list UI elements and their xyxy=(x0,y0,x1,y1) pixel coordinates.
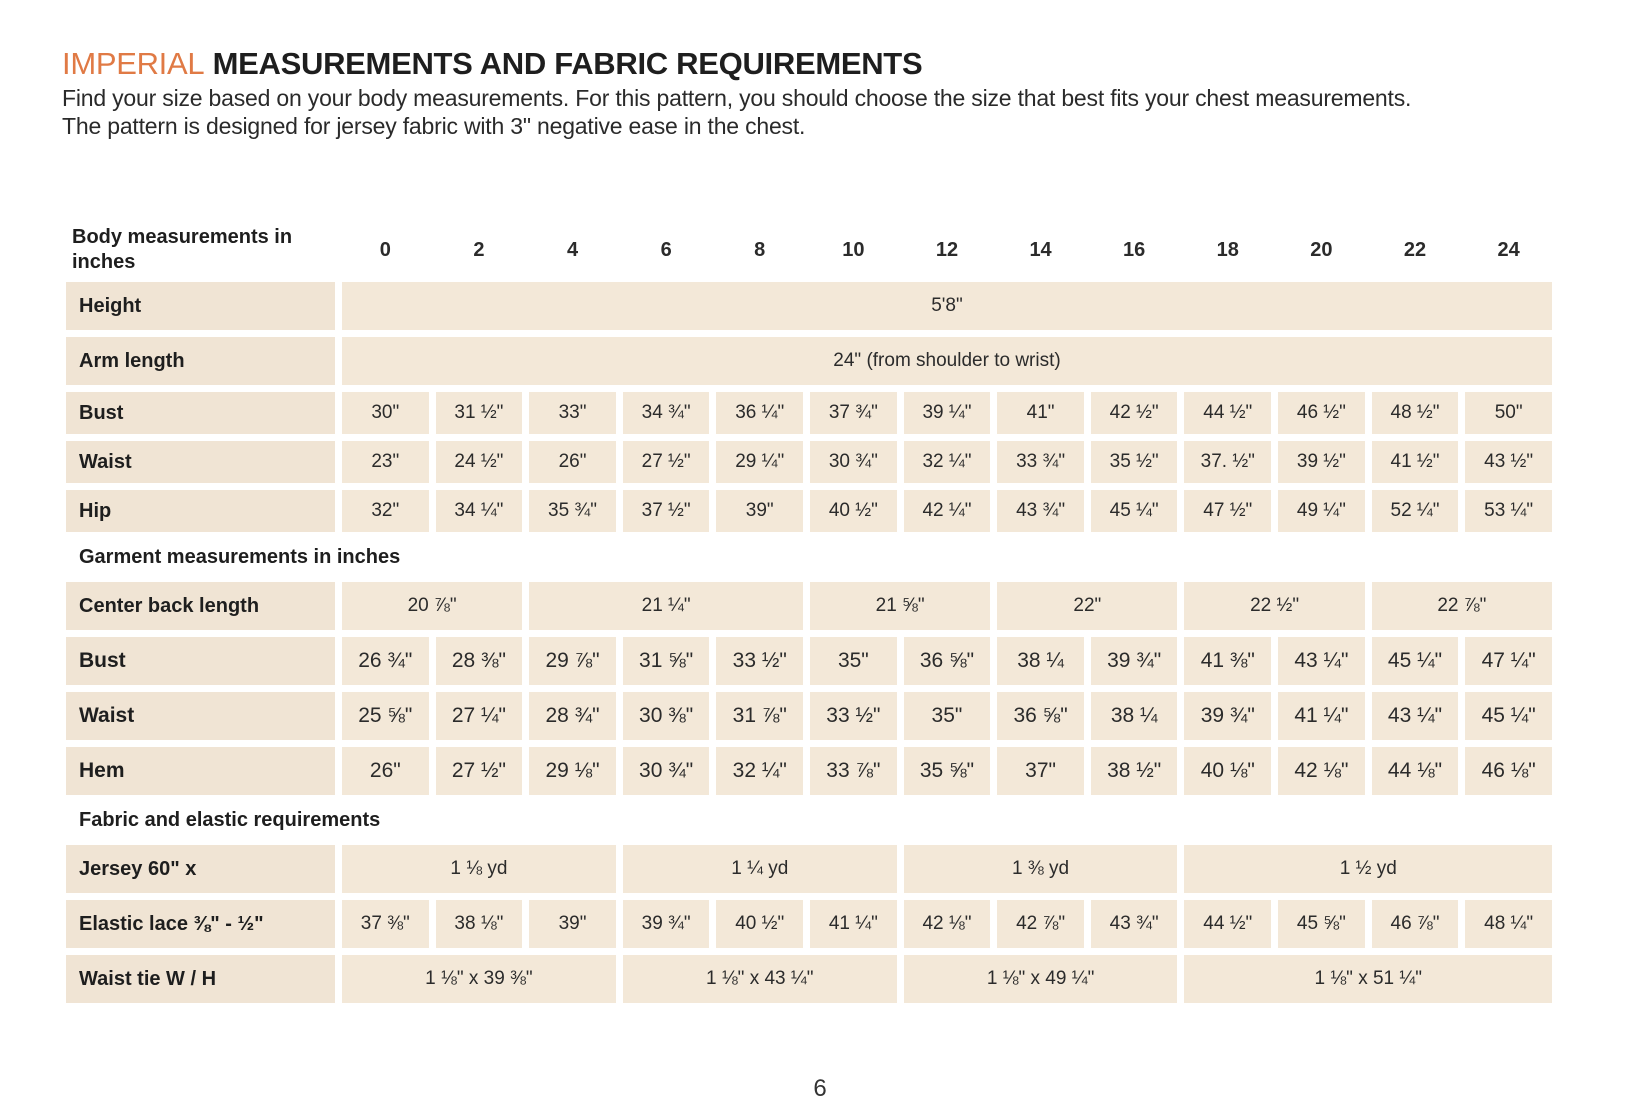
intro-line-1: Find your size based on your body measurements. For this pattern, you should choose the size that best fits your chest measurements. xyxy=(62,85,1412,111)
size-header-row xyxy=(66,225,1552,275)
center-back-length-row xyxy=(66,582,1552,630)
group-value-cell: 1 ⅜ yd xyxy=(904,845,1178,893)
value-cell: 27 ½" xyxy=(623,441,710,483)
value-cell: 32" xyxy=(342,490,429,532)
value-cell: 26 ¾" xyxy=(342,637,429,685)
value-cell: 45 ¼" xyxy=(1091,490,1178,532)
value-cell: 33 ½" xyxy=(810,692,897,740)
value-cell: 42 ⅛" xyxy=(1278,747,1365,795)
value-cell: 36 ⅝" xyxy=(904,637,991,685)
value-cell: 26" xyxy=(529,441,616,483)
value-cell: 40 ⅛" xyxy=(1184,747,1271,795)
value-cell: 44 ⅛" xyxy=(1372,747,1459,795)
value-cell: 32 ¼" xyxy=(716,747,803,795)
page-header xyxy=(62,46,1582,140)
group-value-cell: 1 ⅛" x 51 ¼" xyxy=(1184,955,1552,1003)
group-value-cell: 1 ⅛" x 39 ⅜" xyxy=(342,955,616,1003)
value-cell: 39 ¾" xyxy=(623,900,710,948)
row-label: Hem xyxy=(66,747,335,795)
value-cell: 39" xyxy=(529,900,616,948)
group-value-cell: 22" xyxy=(997,582,1177,630)
value-cell: 33 ¾" xyxy=(997,441,1084,483)
value-cell: 31 ⅞" xyxy=(716,692,803,740)
value-cell: 25 ⅝" xyxy=(342,692,429,740)
size-header-cell: 10 xyxy=(842,238,865,261)
body-waist-row xyxy=(66,441,1552,483)
value-cell: 38 ½" xyxy=(1091,747,1178,795)
value-cell: 35 ⅝" xyxy=(904,747,991,795)
value-cell: 41" xyxy=(997,392,1084,434)
group-value-cell: 1 ¼ yd xyxy=(623,845,897,893)
value-cell: 37 ¾" xyxy=(810,392,897,434)
value-cell: 35 ¾" xyxy=(529,490,616,532)
height-value: 5'8" xyxy=(342,282,1552,330)
value-cell: 37. ½" xyxy=(1184,441,1271,483)
value-cell: 42 ⅞" xyxy=(997,900,1084,948)
size-header-cell: 12 xyxy=(935,238,959,261)
title-main: MEASUREMENTS AND FABRIC REQUIREMENTS xyxy=(204,46,923,81)
value-cell: 43 ¾" xyxy=(1091,900,1178,948)
group-value-cell: 20 ⅞" xyxy=(342,582,522,630)
section-heading: Fabric and elastic requirements xyxy=(79,808,381,831)
height-row xyxy=(66,282,1552,330)
value-cell: 28 ¾" xyxy=(529,692,616,740)
intro-line-2: The pattern is designed for jersey fabric with 3" negative ease in the chest. xyxy=(62,113,806,139)
value-cell: 41 ⅜" xyxy=(1184,637,1271,685)
value-cell: 36 ⅝" xyxy=(997,692,1084,740)
elastic-lace-row xyxy=(66,900,1552,948)
arm-length-row xyxy=(66,337,1552,385)
size-header-cell: 24 xyxy=(1497,238,1520,261)
group-value-cell: 1 ⅛ yd xyxy=(342,845,616,893)
value-cell: 47 ¼" xyxy=(1465,637,1552,685)
value-cell: 27 ½" xyxy=(436,747,523,795)
value-cell: 40 ½" xyxy=(716,900,803,948)
garment-section-row xyxy=(66,539,1552,575)
value-cell: 35" xyxy=(810,637,897,685)
value-cell: 37 ⅜" xyxy=(342,900,429,948)
value-cell: 52 ¼" xyxy=(1372,490,1459,532)
value-cell: 26" xyxy=(342,747,429,795)
arm-length-value: 24" (from shoulder to wrist) xyxy=(342,337,1552,385)
size-chart-table xyxy=(59,218,1559,1010)
value-cell: 46 ⅛" xyxy=(1465,747,1552,795)
value-cell: 31 ⅝" xyxy=(623,637,710,685)
value-cell: 41 ¼" xyxy=(1278,692,1365,740)
garment-bust-row xyxy=(66,637,1552,685)
jersey-row xyxy=(66,845,1552,893)
size-header-cell: 8 xyxy=(754,238,766,261)
group-value-cell: 21 ⅝" xyxy=(810,582,990,630)
value-cell: 39" xyxy=(716,490,803,532)
value-cell: 39 ½" xyxy=(1278,441,1365,483)
value-cell: 42 ½" xyxy=(1091,392,1178,434)
value-cell: 46 ½" xyxy=(1278,392,1365,434)
value-cell: 36 ¼" xyxy=(716,392,803,434)
section-heading: Garment measurements in inches xyxy=(79,545,401,568)
value-cell: 40 ½" xyxy=(810,490,897,532)
row-label: Center back length xyxy=(66,582,335,630)
value-cell: 29 ⅛" xyxy=(529,747,616,795)
value-cell: 33" xyxy=(529,392,616,434)
header-label: Body measurements in inches xyxy=(72,226,293,273)
group-value-cell: 1 ⅛" x 43 ¼" xyxy=(623,955,897,1003)
value-cell: 37 ½" xyxy=(623,490,710,532)
value-cell: 34 ¼" xyxy=(436,490,523,532)
row-label: Bust xyxy=(66,637,335,685)
fabric-section-row xyxy=(66,802,1552,838)
group-value-cell: 22 ⅞" xyxy=(1372,582,1552,630)
value-cell: 29 ¼" xyxy=(716,441,803,483)
group-value-cell: 21 ¼" xyxy=(529,582,803,630)
value-cell: 35 ½" xyxy=(1091,441,1178,483)
page-title xyxy=(62,46,1582,82)
size-header-cell: 20 xyxy=(1310,238,1333,261)
value-cell: 37" xyxy=(997,747,1084,795)
row-label: Waist tie W / H xyxy=(66,955,335,1003)
group-value-cell: 22 ½" xyxy=(1184,582,1364,630)
value-cell: 24 ½" xyxy=(436,441,523,483)
value-cell: 47 ½" xyxy=(1184,490,1271,532)
value-cell: 33 ⅞" xyxy=(810,747,897,795)
row-label: Hip xyxy=(66,490,335,532)
value-cell: 39 ¾" xyxy=(1091,637,1178,685)
value-cell: 48 ½" xyxy=(1372,392,1459,434)
value-cell: 30 ⅜" xyxy=(623,692,710,740)
row-label: Arm length xyxy=(66,337,335,385)
group-value-cell: 1 ½ yd xyxy=(1184,845,1552,893)
value-cell: 46 ⅞" xyxy=(1372,900,1459,948)
size-header-cell: 2 xyxy=(473,238,485,261)
value-cell: 39 ¾" xyxy=(1184,692,1271,740)
value-cell: 43 ¼" xyxy=(1372,692,1459,740)
value-cell: 53 ¼" xyxy=(1465,490,1552,532)
value-cell: 45 ¼" xyxy=(1465,692,1552,740)
value-cell: 45 ⅝" xyxy=(1278,900,1365,948)
title-accent: IMPERIAL xyxy=(62,46,205,81)
garment-waist-row xyxy=(66,692,1552,740)
group-value-cell: 1 ⅛" x 49 ¼" xyxy=(904,955,1178,1003)
value-cell: 50" xyxy=(1465,392,1552,434)
row-label: Height xyxy=(66,282,335,330)
waist-tie-row xyxy=(66,955,1552,1003)
value-cell: 33 ½" xyxy=(716,637,803,685)
body-bust-row xyxy=(66,392,1552,434)
value-cell: 27 ¼" xyxy=(436,692,523,740)
value-cell: 44 ½" xyxy=(1184,900,1271,948)
value-cell: 42 ⅛" xyxy=(904,900,991,948)
garment-hem-row xyxy=(66,747,1552,795)
value-cell: 28 ⅜" xyxy=(436,637,523,685)
row-label: Waist xyxy=(66,441,335,483)
intro-text xyxy=(62,84,1582,140)
size-header-cell: 0 xyxy=(379,238,391,261)
value-cell: 23" xyxy=(342,441,429,483)
value-cell: 43 ¾" xyxy=(997,490,1084,532)
value-cell: 35" xyxy=(904,692,991,740)
value-cell: 29 ⅞" xyxy=(529,637,616,685)
value-cell: 32 ¼" xyxy=(904,441,991,483)
value-cell: 34 ¾" xyxy=(623,392,710,434)
value-cell: 31 ½" xyxy=(436,392,523,434)
value-cell: 41 ¼" xyxy=(810,900,897,948)
value-cell: 30 ¾" xyxy=(623,747,710,795)
size-header-cell: 16 xyxy=(1123,238,1146,261)
value-cell: 30 ¾" xyxy=(810,441,897,483)
body-hip-row xyxy=(66,490,1552,532)
value-cell: 45 ¼" xyxy=(1372,637,1459,685)
page-number: 6 xyxy=(813,1075,827,1102)
value-cell: 49 ¼" xyxy=(1278,490,1365,532)
value-cell: 43 ½" xyxy=(1465,441,1552,483)
row-label: Bust xyxy=(66,392,335,434)
row-label: Waist xyxy=(66,692,335,740)
row-label: Jersey 60" x xyxy=(66,845,335,893)
size-header-cell: 22 xyxy=(1403,238,1427,261)
value-cell: 41 ½" xyxy=(1372,441,1459,483)
value-cell: 42 ¼" xyxy=(904,490,991,532)
value-cell: 44 ½" xyxy=(1184,392,1271,434)
size-header-cell: 4 xyxy=(566,238,579,261)
value-cell: 30" xyxy=(342,392,429,434)
value-cell: 38 ¼ xyxy=(1091,692,1178,740)
size-header-cell: 18 xyxy=(1216,238,1239,261)
row-label: Elastic lace ⅜" - ½" xyxy=(66,900,335,948)
size-header-cell: 14 xyxy=(1029,238,1052,261)
value-cell: 48 ¼" xyxy=(1465,900,1552,948)
size-header-cell: 6 xyxy=(660,238,672,261)
value-cell: 43 ¼" xyxy=(1278,637,1365,685)
value-cell: 38 ⅛" xyxy=(436,900,523,948)
value-cell: 38 ¼ xyxy=(997,637,1084,685)
value-cell: 39 ¼" xyxy=(904,392,991,434)
